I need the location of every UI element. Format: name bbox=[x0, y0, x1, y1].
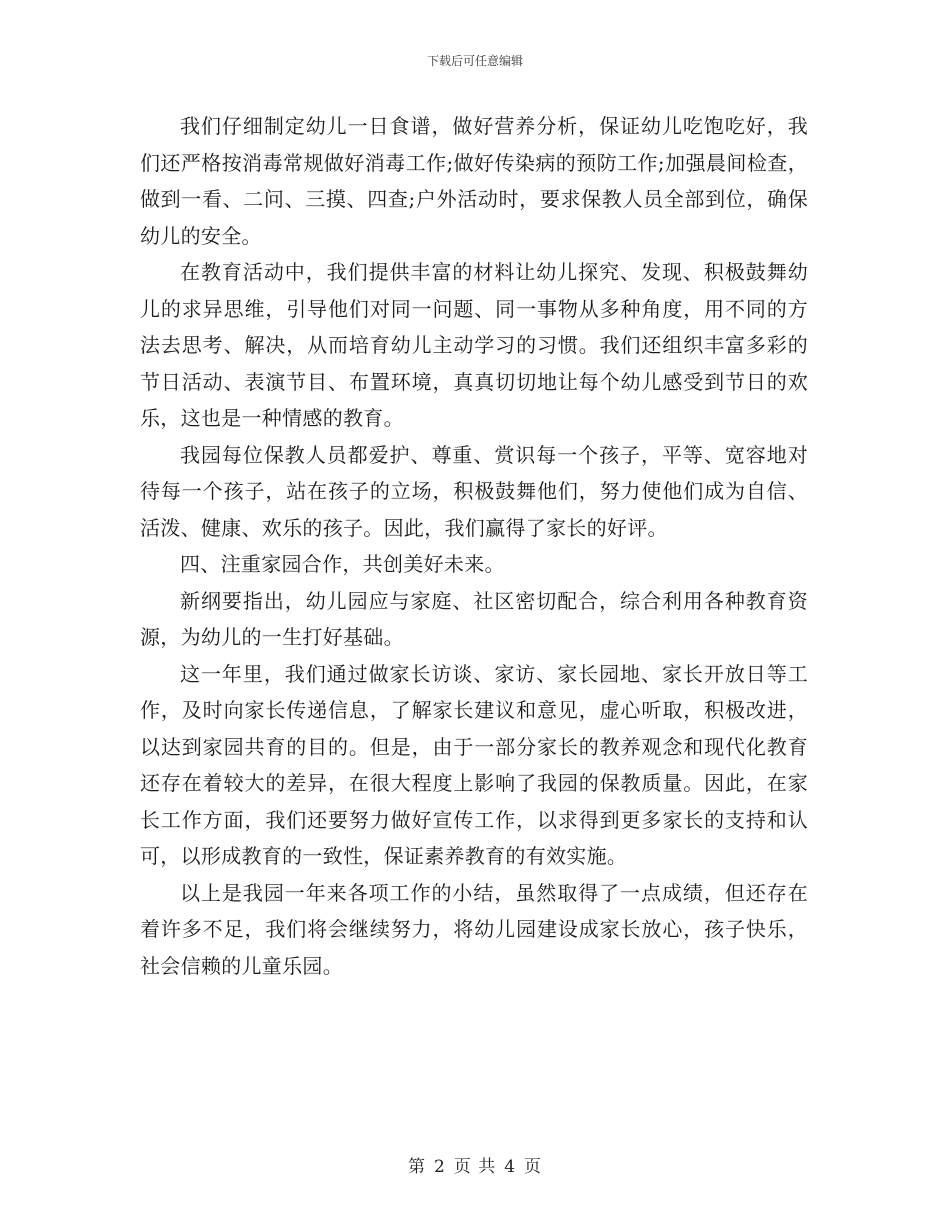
paragraph-2: 在教育活动中，我们提供丰富的材料让幼儿探究、发现、积极鼓舞幼儿的求异思维，引导他们对同一问题、同一事物从多种角度，用不同的方法去思考、解决，从而培育幼儿主动学习的习惯。我们还组织丰富多彩的节日活动、表演节目、布置环境，真真切切地让每个幼儿感受到节日的欢乐，这也是一种情感的教育。 bbox=[140, 260, 808, 430]
section-heading: 四、注重家园合作，共创美好未来。 bbox=[180, 552, 505, 576]
paragraph-5: 这一年里，我们通过做家长访谈、家访、家长园地、家长开放日等工作，及时向家长传递信息，了解家长建议和意见，虚心听取，积极改进，以达到家园共育的目的。但是，由于一部分家长的教养观念和现代化教育还存在着较大的差异，在很大程度上影响了我园的保教质量。因此，在家长工作方面，我们还要努力做好宣传工作，以求得到更多家长的支持和认可，以形成教育的一致性，保证素养教育的有效实施。 bbox=[140, 661, 808, 868]
header-text: 下载后可任意编辑 bbox=[426, 54, 523, 68]
paragraph-1: 我们仔细制定幼儿一日食谱，做好营养分析，保证幼儿吃饱吃好，我们还严格按消毒常规做好消毒工作;做好传染病的预防工作;加强晨间检查，做到一看、二问、三摸、四查;户外活动时，要求保教人员全部到位，确保幼儿的安全。 bbox=[140, 114, 808, 248]
paragraph-6: 以上是我园一年来各项工作的小结，虽然取得了一点成绩，但还存在着许多不足，我们将会继续努力，将幼儿园建设成家长放心，孩子快乐，社会信赖的儿童乐园。 bbox=[140, 880, 808, 978]
footer-prefix: 第 bbox=[407, 1157, 426, 1177]
paragraph-3: 我园每位保教人员都爱护、尊重、赏识每一个孩子，平等、宽容地对待每一个孩子，站在孩子的立场，积极鼓舞他们，努力使他们成为自信、活泼、健康、欢乐的孩子。因此，我们赢得了家长的好评。 bbox=[140, 442, 808, 540]
document-body bbox=[140, 108, 808, 984]
footer-middle: 页 共 bbox=[453, 1157, 497, 1177]
footer-suffix: 页 bbox=[524, 1157, 543, 1177]
footer-total-pages: 4 bbox=[504, 1157, 517, 1177]
page-footer bbox=[0, 1152, 950, 1177]
paragraph-4: 新纲要指出，幼儿园应与家庭、社区密切配合，综合利用各种教育资源，为幼儿的一生打好基础。 bbox=[140, 588, 808, 649]
page-header bbox=[0, 52, 950, 69]
footer-page-number: 2 bbox=[433, 1157, 446, 1177]
